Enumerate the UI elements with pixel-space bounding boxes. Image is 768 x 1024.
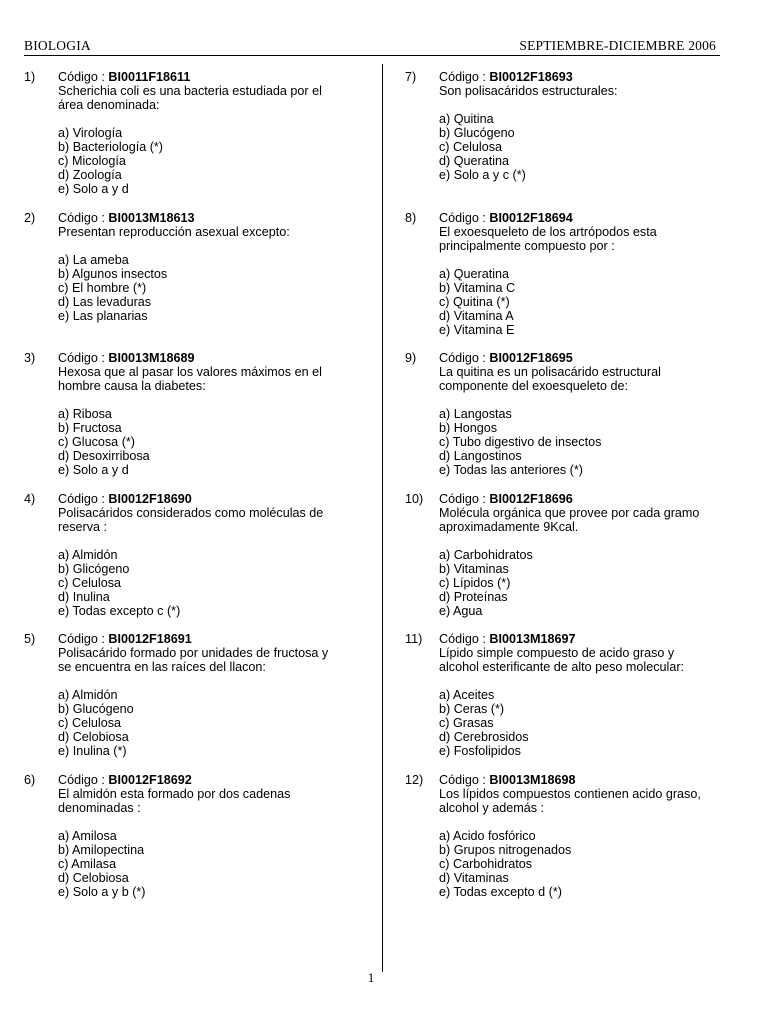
question-code-line (58, 70, 358, 84)
answer-option: e) Solo a y b (*) (58, 884, 146, 899)
question-body (58, 211, 358, 323)
column-divider (382, 64, 383, 972)
header-period: SEPTIEMBRE-DICIEMBRE 2006 (519, 38, 716, 53)
answer-option: c) Carbohidratos (439, 856, 533, 871)
question-code: BI0012F18695 (489, 351, 573, 366)
answer-options (58, 407, 358, 477)
answer-option: a) Ribosa (58, 407, 112, 422)
question-code-line (58, 351, 358, 365)
question-code-line (439, 492, 749, 506)
answer-option: a) La ameba (58, 252, 129, 267)
question-text: reserva : (58, 519, 107, 534)
answer-option: d) Vitaminas (439, 870, 509, 885)
question-body (439, 632, 749, 758)
question-number: 2) (24, 210, 36, 225)
question-text: El almidón esta formado por dos cadenas (58, 786, 291, 801)
code-label: Código : (58, 70, 109, 84)
header-subject: BIOLOGIA (24, 38, 91, 53)
answer-option: c) Celulosa (439, 140, 502, 154)
code-label: Código : (439, 351, 490, 366)
answer-option: d) Celobiosa (58, 730, 129, 745)
code-label: Código : (58, 632, 109, 647)
answer-option: c) Lípidos (*) (439, 575, 511, 590)
answer-option: e) Agua (439, 603, 483, 618)
answer-option: c) Celulosa (58, 575, 121, 590)
question-code-line (58, 632, 358, 646)
question-text: Scherichia coli es una bacteria estudiada por el (58, 84, 322, 98)
answer-option: a) Almidón (58, 688, 118, 703)
question-body (439, 773, 749, 899)
question-text: denominadas : (58, 800, 141, 815)
answer-option: d) Langostinos (439, 449, 522, 464)
answer-option: b) Glucógeno (439, 126, 515, 140)
question-item (405, 70, 735, 211)
answer-options (439, 548, 749, 618)
question-text: Polisacárido formado por unidades de fructosa y (58, 646, 329, 661)
answer-option: c) Amilasa (58, 856, 117, 871)
answer-option: a) Langostas (439, 407, 512, 422)
question-body (58, 773, 358, 899)
answer-options (439, 829, 749, 899)
code-label: Código : (439, 772, 490, 787)
answer-option: d) Desoxirribosa (58, 449, 150, 464)
answer-option: d) Las levaduras (58, 294, 152, 309)
answer-option: b) Vitamina C (439, 280, 516, 295)
question-code: BI0012F18694 (489, 210, 573, 225)
question-item (405, 351, 735, 492)
left-column (24, 70, 354, 914)
answer-options (58, 253, 358, 323)
question-item (24, 773, 354, 914)
question-text: componente del exoesqueleto de: (439, 379, 629, 394)
question-number: 8) (405, 210, 417, 225)
code-label: Código : (439, 632, 490, 647)
question-item (405, 632, 735, 773)
question-text: área denominada: (58, 98, 160, 112)
code-label: Código : (439, 210, 490, 225)
question-text: La quitina es un polisacárido estructural (439, 365, 661, 380)
answer-option: b) Hongos (439, 421, 498, 436)
answer-option: a) Queratina (439, 266, 510, 281)
question-number: 7) (405, 70, 417, 84)
answer-option: a) Virología (58, 126, 123, 140)
answer-option: a) Quitina (439, 112, 494, 126)
answer-option: e) Todas las anteriores (*) (439, 463, 583, 478)
answer-option: e) Vitamina E (439, 322, 515, 337)
question-text: Hexosa que al pasar los valores máximos en el (58, 365, 322, 380)
question-item (405, 773, 735, 914)
answer-options (58, 829, 358, 899)
answer-options (58, 548, 358, 618)
question-number: 12) (405, 772, 424, 787)
header-rule (24, 55, 720, 56)
answer-option: c) Celulosa (58, 716, 121, 731)
question-code: BI0012F18690 (108, 491, 192, 506)
question-text: Polisacáridos considerados como moléculas de (58, 505, 324, 520)
answer-option: b) Fructosa (58, 421, 122, 436)
question-code-line (58, 492, 358, 506)
answer-option: e) Solo a y c (*) (439, 168, 526, 182)
right-column (405, 70, 735, 914)
question-text: Presentan reproducción asexual excepto: (58, 224, 290, 239)
question-code: BI0012F18692 (108, 772, 192, 787)
question-code-line (439, 351, 749, 365)
question-number: 4) (24, 491, 36, 506)
answer-option: b) Algunos insectos (58, 266, 168, 281)
answer-option: c) Grasas (439, 716, 494, 731)
question-text: alcohol esterificante de alto peso molecular: (439, 660, 685, 675)
question-code: BI0013M18697 (489, 632, 576, 647)
answer-option: e) Todas excepto d (*) (439, 884, 562, 899)
question-body (58, 70, 358, 196)
question-body (439, 70, 749, 182)
question-item (405, 492, 735, 633)
question-code: BI0012F18691 (108, 632, 192, 647)
answer-option: a) Carbohidratos (439, 547, 533, 562)
question-body (439, 351, 749, 477)
question-text: El exoesqueleto de los artrópodos esta (439, 224, 657, 239)
question-item (24, 70, 354, 211)
question-code: BI0013M18698 (489, 772, 576, 787)
question-item (405, 211, 735, 352)
question-body (58, 351, 358, 477)
question-number: 3) (24, 351, 36, 366)
code-label: Código : (439, 70, 490, 84)
answer-option: c) El hombre (*) (58, 280, 147, 295)
question-item (24, 351, 354, 492)
question-code: BI0012F18693 (489, 70, 573, 84)
answer-option: d) Queratina (439, 154, 510, 168)
question-text: se encuentra en las raíces del llacon: (58, 660, 266, 675)
question-code-line (58, 211, 358, 225)
answer-option: d) Inulina (58, 589, 110, 604)
question-text: alcohol y además : (439, 800, 545, 815)
question-code: BI0013M18689 (108, 351, 195, 366)
question-text: Son polisacáridos estructurales: (439, 84, 618, 98)
question-text: principalmente compuesto por : (439, 238, 615, 253)
code-label: Código : (58, 491, 109, 506)
question-body (439, 492, 749, 618)
question-code-line (58, 773, 358, 787)
code-label: Código : (439, 491, 490, 506)
answer-option: b) Ceras (*) (439, 702, 505, 717)
code-label: Código : (58, 351, 109, 366)
question-number: 5) (24, 632, 36, 647)
answer-option: e) Inulina (*) (58, 744, 127, 759)
answer-option: b) Grupos nitrogenados (439, 842, 572, 857)
answer-option: a) Amilosa (58, 828, 117, 843)
question-item (24, 632, 354, 773)
answer-option: a) Almidón (58, 547, 118, 562)
answer-option: a) Aceites (439, 688, 495, 703)
question-number: 11) (405, 632, 423, 647)
question-text: Lípido simple compuesto de acido graso y (439, 646, 675, 661)
answer-options (439, 407, 749, 477)
answer-option: c) Glucosa (*) (58, 435, 135, 450)
page-number: 1 (367, 970, 375, 985)
answer-option: b) Glicógeno (58, 561, 130, 576)
question-number: 9) (405, 351, 417, 366)
answer-option: d) Vitamina A (439, 308, 514, 323)
answer-option: d) Cerebrosidos (439, 730, 529, 745)
question-code: BI0013M18613 (108, 210, 195, 225)
answer-option: b) Amilopectina (58, 842, 145, 857)
answer-option: e) Solo a y d (58, 182, 129, 196)
question-code-line (439, 70, 749, 84)
question-code-line (439, 632, 749, 646)
answer-option: b) Glucógeno (58, 702, 134, 717)
answer-option: d) Celobiosa (58, 870, 129, 885)
answer-options (439, 267, 749, 337)
answer-options (439, 688, 749, 758)
answer-option: d) Proteínas (439, 589, 508, 604)
question-code-line (439, 211, 749, 225)
question-code: BI0012F18696 (489, 491, 573, 506)
question-body (58, 632, 358, 758)
question-body (58, 492, 358, 618)
answer-options (58, 126, 358, 196)
question-number: 10) (405, 491, 424, 506)
answer-option: b) Vitaminas (439, 561, 509, 576)
question-text: Molécula orgánica que provee por cada gramo (439, 505, 700, 520)
question-code: BI0011F18611 (108, 70, 191, 84)
answer-option: e) Todas excepto c (*) (58, 603, 181, 618)
answer-option: c) Quitina (*) (439, 294, 510, 309)
question-text: Los lípidos compuestos contienen acido graso, (439, 786, 701, 801)
question-text: aproximadamente 9Kcal. (439, 519, 579, 534)
answer-option: d) Zoología (58, 168, 122, 182)
answer-option: e) Fosfolipidos (439, 744, 521, 759)
answer-option: c) Micología (58, 154, 126, 168)
question-item (24, 492, 354, 633)
answer-option: a) Acido fosfórico (439, 828, 536, 843)
page-header (24, 38, 716, 56)
code-label: Código : (58, 772, 109, 787)
answer-option: e) Las planarias (58, 308, 148, 323)
question-code-line (439, 773, 749, 787)
question-body (439, 211, 749, 337)
answer-option: c) Tubo digestivo de insectos (439, 435, 602, 450)
question-number: 6) (24, 772, 36, 787)
answer-options (439, 112, 749, 182)
answer-option: e) Solo a y d (58, 463, 129, 478)
question-text: hombre causa la diabetes: (58, 379, 206, 394)
question-item (24, 211, 354, 352)
answer-option: b) Bacteriología (*) (58, 140, 163, 154)
question-number: 1) (24, 70, 36, 84)
code-label: Código : (58, 210, 109, 225)
answer-options (58, 688, 358, 758)
